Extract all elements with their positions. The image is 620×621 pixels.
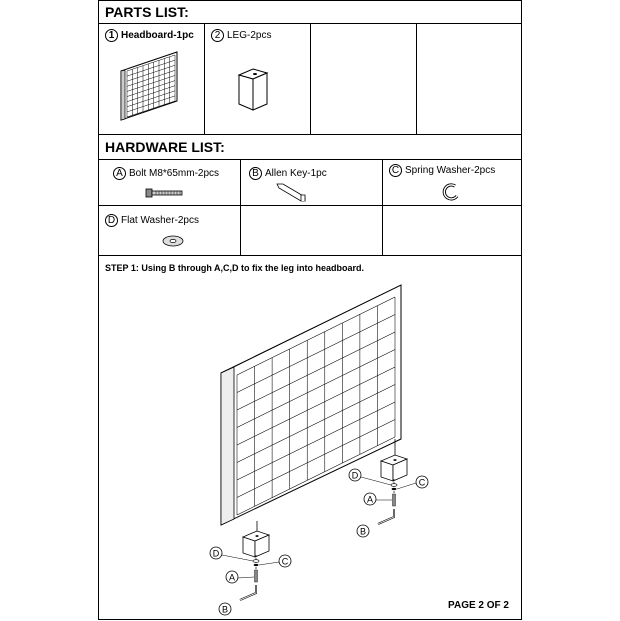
callout-d-left: D [212,548,220,559]
part-label-headboard: Headboard-1pc [121,30,194,41]
hardware-row-1 [99,160,521,206]
hardware-letter-badge: D [105,214,118,227]
parts-list-heading [99,1,521,24]
assembly-diagram [99,271,521,621]
callout-d-right: D [351,470,359,481]
callout-a-left: A [228,572,236,583]
part-cell-leg [205,24,311,134]
hardware-letter-badge: A [113,167,126,180]
part-number-badge: 1 [105,29,118,42]
callout-a-right: A [366,494,374,505]
hardware-label-bolt: Bolt M8*65mm-2pcs [129,168,220,179]
allen-key-icon [275,181,315,203]
step-1-instruction: STEP 1: Using B through A,C,D to fix the leg into headboard. [105,263,365,273]
hardware-cell-allen-key [241,160,383,205]
parts-list-title: PARTS LIST: [105,4,189,20]
page-number: PAGE 2 OF 2 [448,600,509,611]
bolt-icon [145,187,185,199]
hardware-cell-bolt [99,160,241,205]
left-leg-illustration [210,521,291,615]
callout-b-left: B [221,604,229,615]
hardware-letter-badge: B [249,167,262,180]
part-cell-empty-4 [417,24,521,134]
hardware-cell-empty-2 [241,205,383,255]
flat-washer-icon [161,234,185,248]
instruction-sheet [98,0,522,620]
hardware-row-2 [99,205,521,256]
callout-c-right: C [418,477,426,488]
hardware-label-allen-key: Allen Key-1pc [265,168,327,179]
hardware-cell-empty-3 [383,205,521,255]
callout-b-right: B [359,526,367,537]
part-label-leg: LEG-2pcs [227,30,272,41]
hardware-label-spring-washer: Spring Washer-2pcs [405,165,496,176]
callout-c-left: C [281,556,289,567]
part-cell-empty-3 [311,24,417,134]
hardware-list-heading [99,135,521,160]
headboard-illustration [221,285,401,525]
leg-thumbnail [205,46,305,126]
hardware-list-title: HARDWARE LIST: [105,139,225,155]
parts-row [99,24,521,135]
hardware-letter-badge: C [389,164,402,177]
part-number-badge: 2 [211,29,224,42]
headboard-thumbnail [99,46,199,126]
hardware-cell-flat-washer [99,205,241,255]
spring-washer-icon [439,182,463,202]
hardware-cell-spring-washer [383,160,521,205]
hardware-label-flat-washer: Flat Washer-2pcs [121,215,199,226]
part-cell-headboard [99,24,205,134]
